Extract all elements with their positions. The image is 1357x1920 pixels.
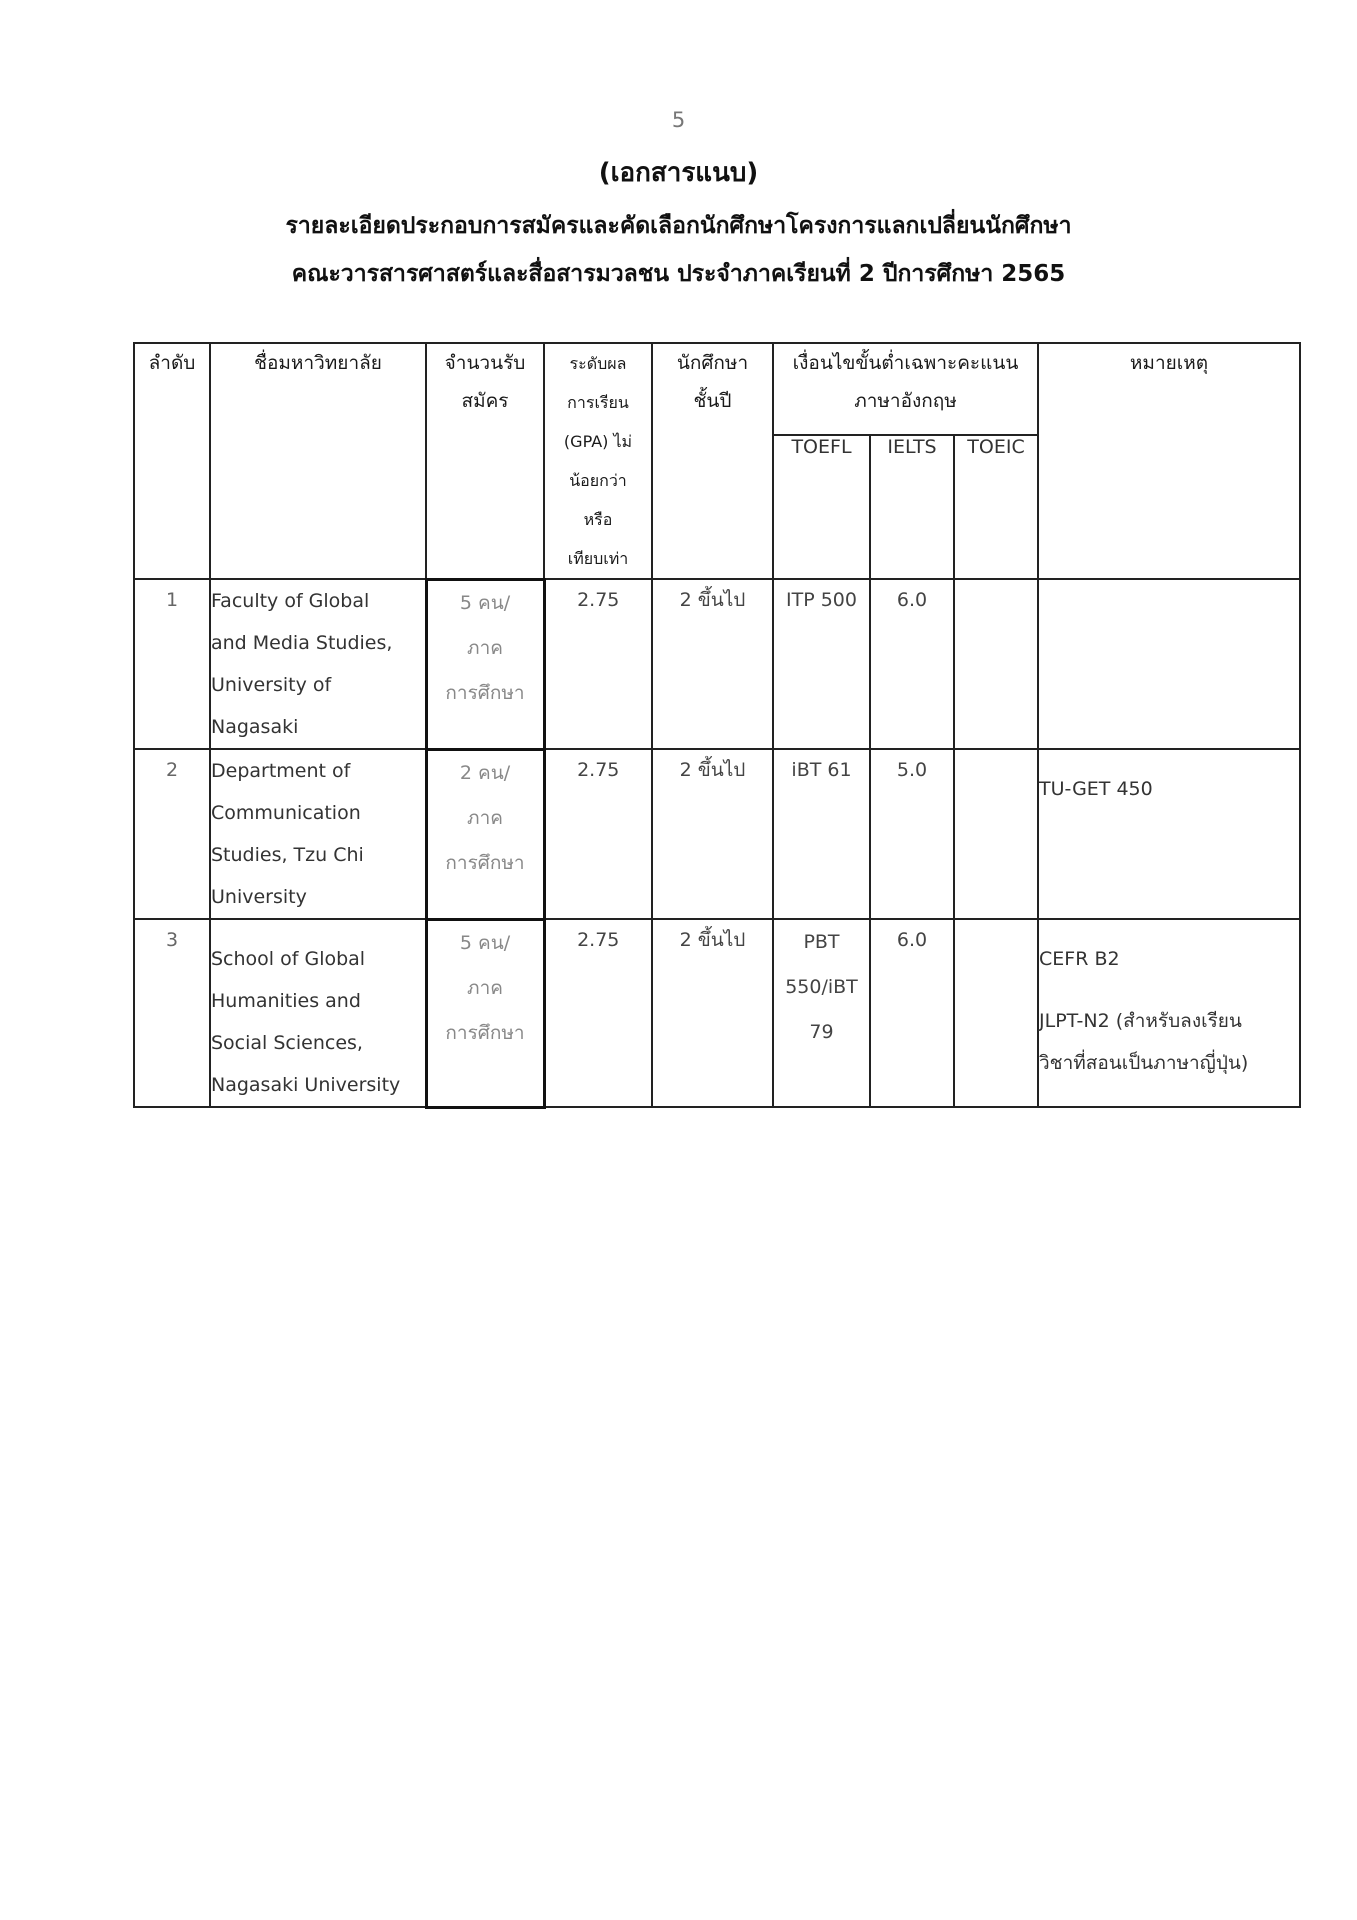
row-quota: 2 คน/ ภาค การศึกษา	[426, 749, 544, 919]
header-quota: จำนวนรับ สมัคร	[426, 343, 544, 579]
row-ielts: 6.0	[870, 919, 954, 1107]
table-row	[134, 579, 1300, 749]
row-university: Faculty of Global and Media Studies, University of Nagasaki	[210, 579, 426, 749]
row-remarks: CEFR B2 JLPT-N2 (สำหรับลงเรียน วิชาที่สอนเป็นภาษาญี่ปุ่น)	[1038, 919, 1300, 1107]
row-gpa: 2.75	[544, 919, 652, 1107]
row-quota: 5 คน/ ภาค การศึกษา	[426, 919, 544, 1107]
document-subtitle-faculty: คณะวารสารศาสตร์และสื่อสารมวลชน ประจำภาคเรียนที่ 2 ปีการศึกษา 2565	[291, 261, 1066, 287]
row-toeic	[954, 579, 1038, 749]
header-year: นักศึกษา ชั้นปี	[652, 343, 773, 579]
header-university: ชื่อมหาวิทยาลัย	[210, 343, 426, 579]
row-gpa: 2.75	[544, 749, 652, 919]
row-ielts: 6.0	[870, 579, 954, 749]
header-row	[134, 343, 1300, 435]
page-number: 5	[671, 108, 686, 132]
document-subtitle: รายละเอียดประกอบการสมัครและคัดเลือกนักศึกษาโครงการแลกเปลี่ยนนักศึกษา	[285, 213, 1072, 239]
header-remarks: หมายเหตุ	[1038, 343, 1300, 579]
header-english-requirements: เงื่อนไขขั้นต่ำเฉพาะคะแนน ภาษาอังกฤษ	[773, 343, 1038, 435]
row-order: 2	[134, 749, 210, 919]
row-toefl: iBT 61	[773, 749, 870, 919]
header-order: ลำดับ	[134, 343, 210, 579]
row-remarks: TU-GET 450	[1038, 749, 1300, 919]
table-row	[134, 919, 1300, 1107]
row-order: 1	[134, 579, 210, 749]
row-order: 3	[134, 919, 210, 1107]
row-year: 2 ขึ้นไป	[652, 749, 773, 919]
row-toeic	[954, 749, 1038, 919]
row-ielts: 5.0	[870, 749, 954, 919]
row-university: School of Global Humanities and Social Sciences, Nagasaki University	[210, 919, 426, 1107]
header-toeic: TOEIC	[954, 435, 1038, 579]
row-year: 2 ขึ้นไป	[652, 919, 773, 1107]
row-toefl: PBT 550/iBT 79	[773, 919, 870, 1107]
row-gpa: 2.75	[544, 579, 652, 749]
header-toefl: TOEFL	[773, 435, 870, 579]
table-row	[134, 749, 1300, 919]
row-year: 2 ขึ้นไป	[652, 579, 773, 749]
row-university: Department of Communication Studies, Tzu Chi University	[210, 749, 426, 919]
header-ielts: IELTS	[870, 435, 954, 579]
exchange-program-table	[133, 342, 1301, 1109]
row-toeic	[954, 919, 1038, 1107]
document-title: (เอกสารแนบ)	[598, 158, 759, 188]
row-remarks	[1038, 579, 1300, 749]
header-gpa: ระดับผล การเรียน (GPA) ไม่ น้อยกว่า หรือ เทียบเท่า	[544, 343, 652, 579]
row-toefl: ITP 500	[773, 579, 870, 749]
row-quota: 5 คน/ ภาค การศึกษา	[426, 579, 544, 749]
